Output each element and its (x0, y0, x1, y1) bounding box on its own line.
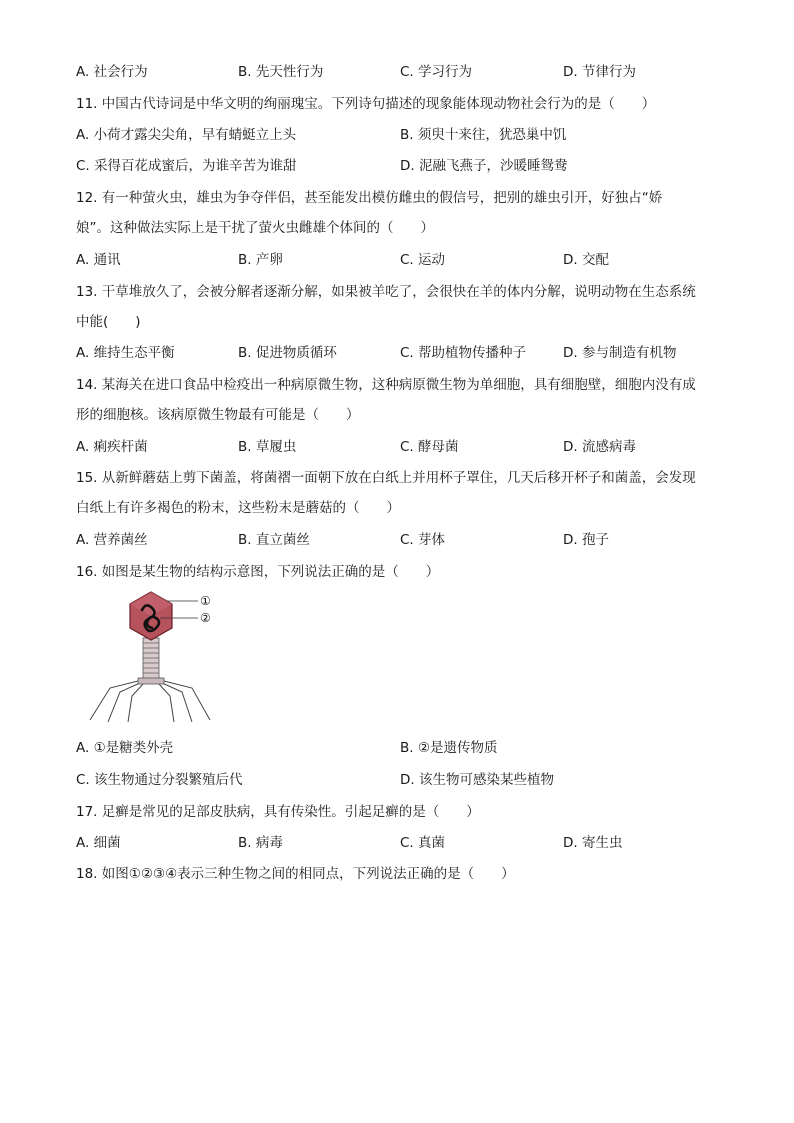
q11-option-a[interactable]: A. 小荷才露尖尖角，早有蜻蜓立上头 (76, 127, 297, 143)
q10-option-d[interactable]: D. 节律行为 (563, 64, 636, 80)
q16-option-d[interactable]: D. 该生物可感染某些植物 (400, 772, 554, 788)
q12-option-c[interactable]: C. 运动 (400, 252, 446, 268)
q18-stem: 18. 如图①②③④表示三种生物之间的相同点，下列说法正确的是（ ） (76, 866, 515, 882)
q15-stem-line1: 15. 从新鲜蘑菇上剪下菌盖，将菌褶一面朝下放在白纸上并用杯子罩住，几天后移开杯子和菌盖，会发现 (76, 470, 696, 486)
q17-stem: 17. 足癣是常见的足部皮肤病，具有传染性。引起足癣的是（ ） (76, 804, 480, 820)
tail-sheath (138, 638, 164, 684)
q14-stem-line1: 14. 某海关在进口食品中检疫出一种病原微生物，这种病原微生物为单细胞，具有细胞壁，细胞内没有成 (76, 377, 696, 393)
q13-stem-line2: 中能( ) (76, 314, 141, 330)
q16-option-a[interactable]: A. ①是糖类外壳 (76, 740, 174, 756)
q12-option-b[interactable]: B. 产卵 (238, 252, 283, 268)
q11-option-b[interactable]: B. 须臾十来往，犹恐巢中饥 (400, 127, 567, 143)
q14-option-d[interactable]: D. 流感病毒 (563, 439, 636, 455)
q12-option-d[interactable]: D. 交配 (563, 252, 609, 268)
q11-option-c[interactable]: C. 采得百花成蜜后，为谁辛苦为谁甜 (76, 158, 297, 174)
q17-option-c[interactable]: C. 真菌 (400, 835, 446, 851)
q15-stem-line2: 白纸上有许多褐色的粉末，这些粉末是蘑菇的（ ） (76, 500, 400, 516)
q14-option-c[interactable]: C. 酵母菌 (400, 439, 459, 455)
q14-option-a[interactable]: A. 痢疾杆菌 (76, 439, 148, 455)
q13-stem-line1: 13. 干草堆放久了，会被分解者逐渐分解，如果被羊吃了，会很快在羊的体内分解，说明动物在生态系统 (76, 284, 696, 300)
q10-option-a[interactable]: A. 社会行为 (76, 64, 148, 80)
q15-option-b[interactable]: B. 直立菌丝 (238, 532, 310, 548)
q14-stem-line2: 形的细胞核。该病原微生物最有可能是（ ） (76, 407, 360, 423)
tail-fibers (90, 680, 210, 722)
q15-option-c[interactable]: C. 芽体 (400, 532, 446, 548)
q15-option-d[interactable]: D. 孢子 (563, 532, 609, 548)
figure-label-2: ② (200, 611, 211, 625)
figure-label-1: ① (200, 594, 211, 608)
q15-option-a[interactable]: A. 营养菌丝 (76, 532, 148, 548)
q13-option-a[interactable]: A. 维持生态平衡 (76, 345, 175, 361)
q17-option-b[interactable]: B. 病毒 (238, 835, 283, 851)
q12-stem-line1: 12. 有一种萤火虫，雄虫为争夺伴侣，甚至能发出模仿雌虫的假信号，把别的雄虫引开，好独占“娇 (76, 190, 663, 206)
q16-stem: 16. 如图是某生物的结构示意图，下列说法正确的是（ ） (76, 564, 440, 580)
bacteriophage-diagram (80, 588, 230, 728)
q12-option-a[interactable]: A. 通讯 (76, 252, 121, 268)
q16-option-b[interactable]: B. ②是遗传物质 (400, 740, 498, 756)
q11-option-d[interactable]: D. 泥融飞燕子，沙暖睡鸳鸯 (400, 158, 568, 174)
q17-option-d[interactable]: D. 寄生虫 (563, 835, 623, 851)
q13-option-b[interactable]: B. 促进物质循环 (238, 345, 337, 361)
bacteriophage-figure (80, 588, 230, 728)
q11-stem: 11. 中国古代诗词是中华文明的绚丽瑰宝。下列诗句描述的现象能体现动物社会行为的是（ ） (76, 96, 656, 112)
q10-option-b[interactable]: B. 先天性行为 (238, 64, 324, 80)
q17-option-a[interactable]: A. 细菌 (76, 835, 121, 851)
q13-option-d[interactable]: D. 参与制造有机物 (563, 345, 677, 361)
q13-option-c[interactable]: C. 帮助植物传播种子 (400, 345, 527, 361)
q12-stem-line2: 娘”。这种做法实际上是干扰了萤火虫雌雄个体间的（ ） (76, 220, 434, 236)
q10-option-c[interactable]: C. 学习行为 (400, 64, 473, 80)
q16-option-c[interactable]: C. 该生物通过分裂繁殖后代 (76, 772, 243, 788)
q14-option-b[interactable]: B. 草履虫 (238, 439, 297, 455)
